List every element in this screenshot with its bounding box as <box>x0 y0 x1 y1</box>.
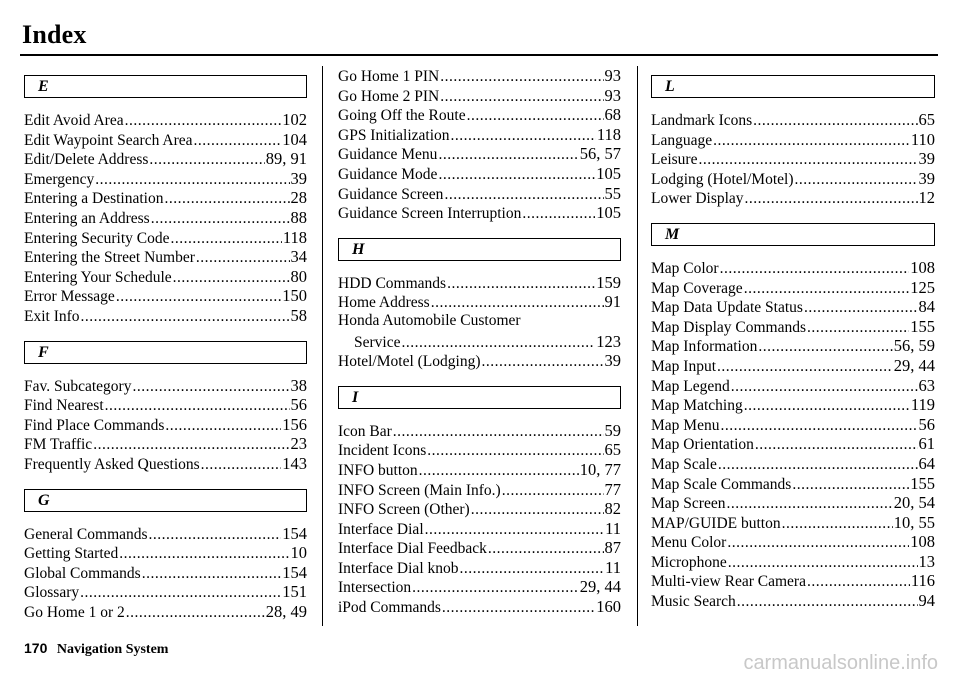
index-entry <box>24 130 307 150</box>
index-entry <box>24 563 307 583</box>
page-reference: 116 <box>910 571 935 591</box>
index-entry <box>338 519 621 539</box>
dot-leader <box>482 353 604 371</box>
index-term: Menu Color <box>651 534 727 552</box>
dot-leader <box>753 112 917 130</box>
index-term: Intersection <box>338 579 412 597</box>
page-reference: 154 <box>282 562 307 582</box>
index-entry <box>338 86 621 106</box>
index-entry <box>651 110 935 130</box>
dot-leader <box>728 554 918 572</box>
index-entry <box>651 149 935 169</box>
index-entry <box>651 188 935 208</box>
dot-leader <box>419 462 579 480</box>
index-term: Map Color <box>651 259 719 277</box>
page-reference: 13 <box>918 551 935 571</box>
page-reference: 63 <box>918 375 935 395</box>
page-reference: 80 <box>290 266 307 286</box>
dot-leader <box>726 495 892 513</box>
page-reference: 11 <box>605 557 621 577</box>
index-term: Honda Automobile Customer <box>338 311 521 329</box>
dot-leader <box>727 534 909 552</box>
index-entry <box>651 532 935 552</box>
index-entry <box>338 351 621 371</box>
dot-leader <box>194 132 282 150</box>
spacer <box>651 208 935 214</box>
index-term: Incident Icons <box>338 442 427 460</box>
index-term: Interface Dial knob <box>338 559 459 577</box>
index-term: Landmark Icons <box>651 112 753 129</box>
index-term: Entering Your Schedule <box>24 268 172 286</box>
page-reference: 39 <box>290 168 307 188</box>
page-reference: 10 <box>290 543 307 563</box>
index-term: Map Input <box>651 357 717 375</box>
page-reference: 56, 59 <box>893 336 935 356</box>
index-entry <box>338 125 621 145</box>
dot-leader <box>488 540 604 558</box>
dot-leader <box>151 210 290 228</box>
index-entry <box>651 434 935 454</box>
index-entry <box>338 312 621 332</box>
dot-leader <box>173 269 290 287</box>
index-term: Entering an Address <box>24 209 150 227</box>
dot-leader <box>807 573 910 591</box>
index-entry <box>651 474 935 494</box>
index-entry <box>651 552 935 572</box>
index-term: Map Scale <box>651 455 717 473</box>
index-entry <box>24 395 307 415</box>
index-entry <box>24 247 307 267</box>
page-reference: 104 <box>282 129 307 149</box>
section-letter-header: E <box>24 75 307 98</box>
dot-leader <box>142 565 282 583</box>
index-term: Error Message <box>24 288 115 306</box>
dot-leader <box>196 249 290 267</box>
dot-leader <box>149 151 264 169</box>
index-term: Entering Security Code <box>24 229 170 247</box>
page-reference: 65 <box>918 110 935 129</box>
index-entry <box>651 591 935 611</box>
index-entry <box>651 258 935 278</box>
index-entry <box>24 188 307 208</box>
page-title: Index <box>22 20 87 49</box>
index-entry <box>338 144 621 164</box>
page-reference: 155 <box>910 473 935 493</box>
page-footer <box>24 640 168 658</box>
index-entry <box>338 538 621 558</box>
index-entry <box>24 286 307 306</box>
index-term: Edit/Delete Address <box>24 151 149 169</box>
index-term: Map Scale Commands <box>651 475 792 493</box>
index-entry <box>338 66 621 86</box>
index-entry <box>651 376 935 396</box>
dot-leader <box>460 560 605 578</box>
page-number: 170 <box>24 640 48 656</box>
index-entry <box>24 169 307 189</box>
page-reference: 93 <box>604 66 621 85</box>
page-reference: 65 <box>604 440 621 460</box>
dot-leader <box>412 579 579 597</box>
page-reference: 28, 49 <box>265 601 307 621</box>
index-entry <box>338 440 621 460</box>
index-term: Map Menu <box>651 416 720 434</box>
dot-leader <box>444 186 603 204</box>
dot-leader <box>782 515 893 533</box>
dot-leader <box>149 526 282 544</box>
index-term: Map Legend <box>651 377 730 395</box>
page-reference: 159 <box>596 272 621 292</box>
dot-leader <box>744 280 910 298</box>
index-term: Leisure <box>651 151 698 169</box>
index-entry <box>24 306 307 326</box>
page-reference: 58 <box>290 305 307 325</box>
dot-leader <box>393 423 604 441</box>
page-reference: 155 <box>910 316 935 336</box>
dot-leader <box>425 521 604 539</box>
index-term: INFO Screen (Other) <box>338 501 470 519</box>
dot-leader <box>95 171 289 189</box>
dot-leader <box>745 190 918 208</box>
index-term: iPod Commands <box>338 599 441 617</box>
section-letter-header: H <box>338 238 621 261</box>
spacer <box>24 474 307 480</box>
page-reference: 29, 44 <box>893 355 935 375</box>
page-reference: 82 <box>604 499 621 519</box>
index-entry <box>338 184 621 204</box>
dot-leader <box>744 397 910 415</box>
page-reference: 105 <box>596 163 621 183</box>
page-reference: 59 <box>604 420 621 440</box>
index-entry <box>338 577 621 597</box>
dot-leader <box>792 476 909 494</box>
index-term: Going Off the Route <box>338 107 466 125</box>
dot-leader <box>720 417 917 435</box>
index-term: Service <box>354 333 401 351</box>
dot-leader <box>467 107 604 125</box>
index-entry <box>651 356 935 376</box>
page-reference: 105 <box>596 203 621 223</box>
index-term: Frequently Asked Questions <box>24 455 200 473</box>
index-entry <box>651 454 935 474</box>
index-term: Go Home 1 or 2 <box>24 603 125 621</box>
dot-leader <box>737 593 918 611</box>
dot-leader <box>125 112 282 130</box>
index-entry <box>24 208 307 228</box>
index-term: Entering the Street Number <box>24 249 195 267</box>
page-reference: 118 <box>596 124 621 144</box>
index-term: Map Coverage <box>651 279 743 297</box>
index-entry <box>24 267 307 287</box>
index-term: Guidance Mode <box>338 165 438 183</box>
index-term: Guidance Screen <box>338 185 444 203</box>
page-reference: 56 <box>290 395 307 415</box>
spacer <box>24 326 307 332</box>
index-entry <box>651 395 935 415</box>
page-reference: 123 <box>596 331 621 351</box>
index-term: Emergency <box>24 170 95 188</box>
index-entry <box>651 278 935 298</box>
dot-leader <box>718 456 918 474</box>
index-entry <box>651 415 935 435</box>
spacer <box>338 371 621 377</box>
index-term: Entering a Destination <box>24 190 164 208</box>
index-term: Hotel/Motel (Lodging) <box>338 353 481 371</box>
index-entry <box>338 203 621 223</box>
page-reference: 91 <box>604 292 621 312</box>
index-entry <box>24 582 307 602</box>
index-term: FM Traffic <box>24 436 93 454</box>
index-term: MAP/GUIDE button <box>651 514 781 532</box>
index-term: Microphone <box>651 553 727 571</box>
page-reference: 151 <box>282 582 307 602</box>
dot-leader <box>502 482 604 500</box>
index-term: Fav. Subcategory <box>24 377 132 395</box>
dot-leader <box>164 190 289 208</box>
dot-leader <box>119 545 289 563</box>
page-reference: 108 <box>910 532 935 552</box>
index-entry <box>24 415 307 435</box>
index-term: HDD Commands <box>338 274 447 292</box>
section-letter-header: F <box>24 341 307 364</box>
page-reference: 118 <box>282 227 307 247</box>
index-term: Glossary <box>24 584 80 602</box>
index-entry <box>651 571 935 591</box>
index-entry <box>338 480 621 500</box>
dot-leader <box>804 299 918 317</box>
dot-leader <box>807 319 909 337</box>
index-term: Map Screen <box>651 495 726 513</box>
page-reference: 108 <box>910 257 935 277</box>
index-term: Home Address <box>338 294 430 312</box>
index-entry <box>24 524 307 544</box>
dot-leader <box>116 288 281 306</box>
dot-leader <box>81 308 290 326</box>
page-reference: 28 <box>290 188 307 208</box>
index-term: INFO Screen (Main Info.) <box>338 481 501 499</box>
dot-leader <box>522 205 595 223</box>
dot-leader <box>438 166 595 184</box>
index-term: Guidance Menu <box>338 146 438 164</box>
page-reference: 102 <box>282 110 307 129</box>
index-entry <box>338 499 621 519</box>
page-reference: 55 <box>604 183 621 203</box>
dot-leader <box>720 260 910 278</box>
dot-leader <box>755 436 918 454</box>
index-entry <box>24 543 307 563</box>
index-entry <box>651 493 935 513</box>
index-entry <box>338 558 621 578</box>
dot-leader <box>401 334 595 352</box>
index-term: Find Place Commands <box>24 416 165 434</box>
index-entry <box>338 164 621 184</box>
index-entry <box>651 336 935 356</box>
index-term: Guidance Screen Interruption <box>338 205 522 223</box>
spacer <box>338 223 621 229</box>
index-term: Icon Bar <box>338 422 392 440</box>
dot-leader <box>80 584 281 602</box>
index-entry <box>24 602 307 622</box>
dot-leader <box>717 358 893 376</box>
index-term: GPS Initialization <box>338 126 450 144</box>
dot-leader <box>795 171 918 189</box>
index-term: Global Commands <box>24 564 141 582</box>
index-entry <box>338 332 621 352</box>
index-term: Edit Avoid Area <box>24 112 124 129</box>
title-divider <box>20 54 938 56</box>
index-entry <box>651 297 935 317</box>
dot-leader <box>713 132 910 150</box>
page-reference: 87 <box>604 538 621 558</box>
page-reference: 56 <box>918 414 935 434</box>
index-term: Interface Dial <box>338 520 424 538</box>
page-reference: 156 <box>282 414 307 434</box>
section-letter-header: L <box>651 75 935 98</box>
page-reference: 56, 57 <box>579 144 621 164</box>
dot-leader <box>126 604 265 622</box>
page-reference: 23 <box>290 434 307 454</box>
page-reference: 39 <box>918 168 935 188</box>
index-term: Lodging (Hotel/Motel) <box>651 170 794 188</box>
page-reference: 10, 77 <box>579 459 621 479</box>
dot-leader <box>132 378 289 396</box>
index-term: Map Data Update Status <box>651 299 803 317</box>
index-entry <box>651 513 935 533</box>
page-reference: 12 <box>918 188 935 208</box>
page-reference: 11 <box>605 518 621 538</box>
page-reference: 89, 91 <box>265 149 307 169</box>
index-term: Go Home 1 PIN <box>338 68 440 85</box>
page-reference: 61 <box>918 434 935 454</box>
page-reference: 93 <box>604 85 621 105</box>
index-term: INFO button <box>338 461 418 479</box>
index-term: Lower Display <box>651 190 744 208</box>
page-reference: 20, 54 <box>893 493 935 513</box>
index-entry <box>651 169 935 189</box>
dot-leader <box>447 275 595 293</box>
page-reference: 38 <box>290 375 307 395</box>
dot-leader <box>105 397 290 415</box>
page-reference: 64 <box>918 453 935 473</box>
index-entry <box>24 376 307 396</box>
index-entry <box>24 228 307 248</box>
index-entry <box>338 273 621 293</box>
page-reference: 77 <box>604 479 621 499</box>
dot-leader <box>438 146 578 164</box>
dot-leader <box>451 127 596 145</box>
index-column-3 <box>651 66 935 611</box>
index-entry <box>24 434 307 454</box>
column-divider <box>637 66 638 626</box>
index-entry <box>651 130 935 150</box>
watermark: carmanualsonline.info <box>743 652 938 674</box>
page-reference: 39 <box>918 149 935 169</box>
index-term: Exit Info <box>24 307 80 325</box>
dot-leader <box>427 442 603 460</box>
dot-leader <box>440 68 603 86</box>
index-entry <box>24 110 307 130</box>
index-column-2 <box>338 66 621 617</box>
dot-leader <box>93 436 289 454</box>
index-term: Map Orientation <box>651 436 754 454</box>
index-entry <box>338 460 621 480</box>
section-letter-header: M <box>651 223 935 246</box>
index-entry <box>24 149 307 169</box>
index-entry <box>338 292 621 312</box>
dot-leader <box>698 151 917 169</box>
page-reference: 29, 44 <box>579 577 621 597</box>
dot-leader <box>442 599 595 617</box>
page-reference: 88 <box>290 207 307 227</box>
dot-leader <box>165 417 281 435</box>
page-reference: 160 <box>596 597 621 617</box>
dot-leader <box>171 230 282 248</box>
page-reference: 150 <box>282 286 307 306</box>
index-term: Language <box>651 131 713 149</box>
page-reference: 143 <box>282 453 307 473</box>
index-term: General Commands <box>24 525 148 543</box>
page-reference: 125 <box>910 277 935 297</box>
column-divider <box>322 66 323 626</box>
index-term: Map Matching <box>651 397 743 415</box>
page-reference: 34 <box>290 247 307 267</box>
index-term: Map Information <box>651 338 758 356</box>
page-reference: 39 <box>604 351 621 371</box>
dot-leader <box>758 338 892 356</box>
index-entry <box>338 597 621 617</box>
index-column-1 <box>24 66 307 621</box>
dot-leader <box>201 456 282 474</box>
page-reference: 110 <box>910 129 935 149</box>
index-entry <box>651 317 935 337</box>
index-term: Find Nearest <box>24 397 104 415</box>
section-letter-header: I <box>338 386 621 409</box>
index-term: Map Display Commands <box>651 318 806 336</box>
index-term: Interface Dial Feedback <box>338 540 487 558</box>
page-reference: 84 <box>918 297 935 317</box>
index-term: Multi-view Rear Camera <box>651 573 806 591</box>
dot-leader <box>431 294 604 312</box>
index-term: Go Home 2 PIN <box>338 87 440 105</box>
dot-leader <box>731 378 918 396</box>
page-reference: 68 <box>604 105 621 125</box>
index-term: Edit Waypoint Search Area <box>24 131 193 149</box>
page-reference: 119 <box>910 395 935 415</box>
section-letter-header: G <box>24 489 307 512</box>
index-entry <box>24 454 307 474</box>
page-reference: 10, 55 <box>893 512 935 532</box>
page-reference: 94 <box>918 591 935 611</box>
dot-leader <box>471 501 604 519</box>
index-term: Music Search <box>651 593 736 611</box>
index-entry <box>338 105 621 125</box>
index-term: Getting Started <box>24 545 119 563</box>
index-entry <box>338 421 621 441</box>
book-title: Navigation System <box>56 642 169 657</box>
dot-leader <box>440 88 603 106</box>
page-reference: 154 <box>282 523 307 543</box>
